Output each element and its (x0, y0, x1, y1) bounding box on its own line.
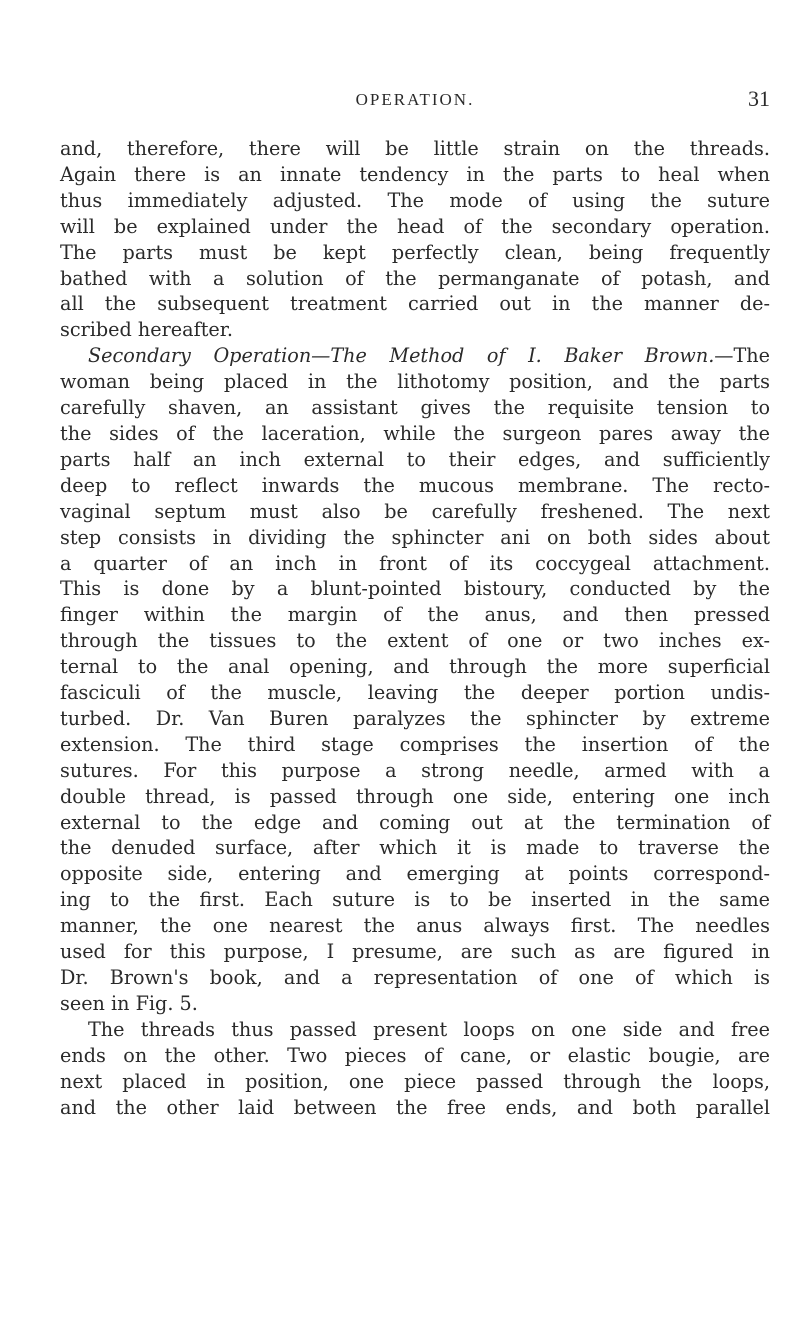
text-line: used for this purpose, I presume, are such as are figured in (60, 940, 770, 964)
text-line: vaginal septum must also be carefully freshened. The next (60, 499, 770, 523)
text-line: and the other laid between the free ends, and both parallel (60, 1095, 770, 1119)
text-line: external to the edge and coming out at the termination of (60, 810, 770, 834)
text-line: turbed. Dr. Van Buren paralyzes the sphincter by extreme (60, 706, 770, 730)
text-line: the denuded surface, after which it is made to traverse the (60, 836, 770, 860)
text-line: step consists in dividing the sphincter ani on both sides about (60, 525, 770, 549)
body-text (60, 136, 770, 1120)
text-line: finger within the margin of the anus, and then pressed (60, 603, 770, 627)
text-line: manner, the one nearest the anus always first. The needles (60, 914, 770, 938)
text-line: parts half an inch external to their edges, and sufficiently (60, 447, 770, 471)
text-line: double thread, is passed through one side, entering one inch (60, 784, 770, 808)
text-line: scribed hereafter. (60, 318, 233, 342)
text-line: will be explained under the head of the secondary operation. (60, 214, 770, 238)
text-line: ing to the first. Each suture is to be inserted in the same (60, 888, 770, 912)
section-heading-line (60, 343, 770, 369)
text-line: a quarter of an inch in front of its coccygeal attachment. (60, 551, 770, 575)
text-line: opposite side, entering and emerging at points correspond- (60, 862, 770, 886)
section-heading: Secondary Operation—The Method of I. Baker Brown. (88, 344, 715, 368)
text-line: next placed in position, one piece passed through the loops, (60, 1069, 770, 1093)
text-line: ternal to the anal opening, and through the more superficial (60, 655, 770, 679)
running-head-title: OPERATION. (355, 90, 475, 109)
text-line: extension. The third stage comprises the insertion of the (60, 732, 770, 756)
text-line: through the tissues to the extent of one or two inches ex- (60, 629, 770, 653)
text-line: fasciculi of the muscle, leaving the deeper portion undis- (60, 681, 770, 705)
text-line: The parts must be kept perfectly clean, being frequently (60, 240, 770, 264)
text-line: sutures. For this purpose a strong needle, armed with a (60, 758, 770, 782)
text-line: seen in Fig. 5. (60, 991, 198, 1015)
section-heading-rest: —The (714, 344, 770, 368)
text-line: and, therefore, there will be little strain on the threads. (60, 137, 770, 160)
text-line: Again there is an innate tendency in the parts to heal when (60, 162, 770, 186)
text-line: all the subsequent treatment carried out in the manner de- (60, 292, 770, 316)
text-line: The threads thus passed present loops on one side and free (88, 1017, 770, 1041)
text-line: the sides of the laceration, while the surgeon pares away the (60, 421, 770, 445)
text-line: This is done by a blunt-pointed bistoury, conducted by the (60, 577, 770, 601)
text-line: bathed with a solution of the permanganate of potash, and (60, 266, 770, 290)
text-line: deep to reflect inwards the mucous membrane. The recto- (60, 473, 770, 497)
text-line: carefully shaven, an assistant gives the requisite tension to (60, 396, 770, 420)
page-number: 31 (748, 86, 770, 111)
text-line: ends on the other. Two pieces of cane, or elastic bougie, are (60, 1043, 770, 1067)
text-line: woman being placed in the lithotomy position, and the parts (60, 370, 770, 394)
running-head (60, 86, 770, 114)
text-line: thus immediately adjusted. The mode of using the suture (60, 188, 770, 212)
text-line: Dr. Brown's book, and a representation of one of which is (60, 966, 770, 989)
